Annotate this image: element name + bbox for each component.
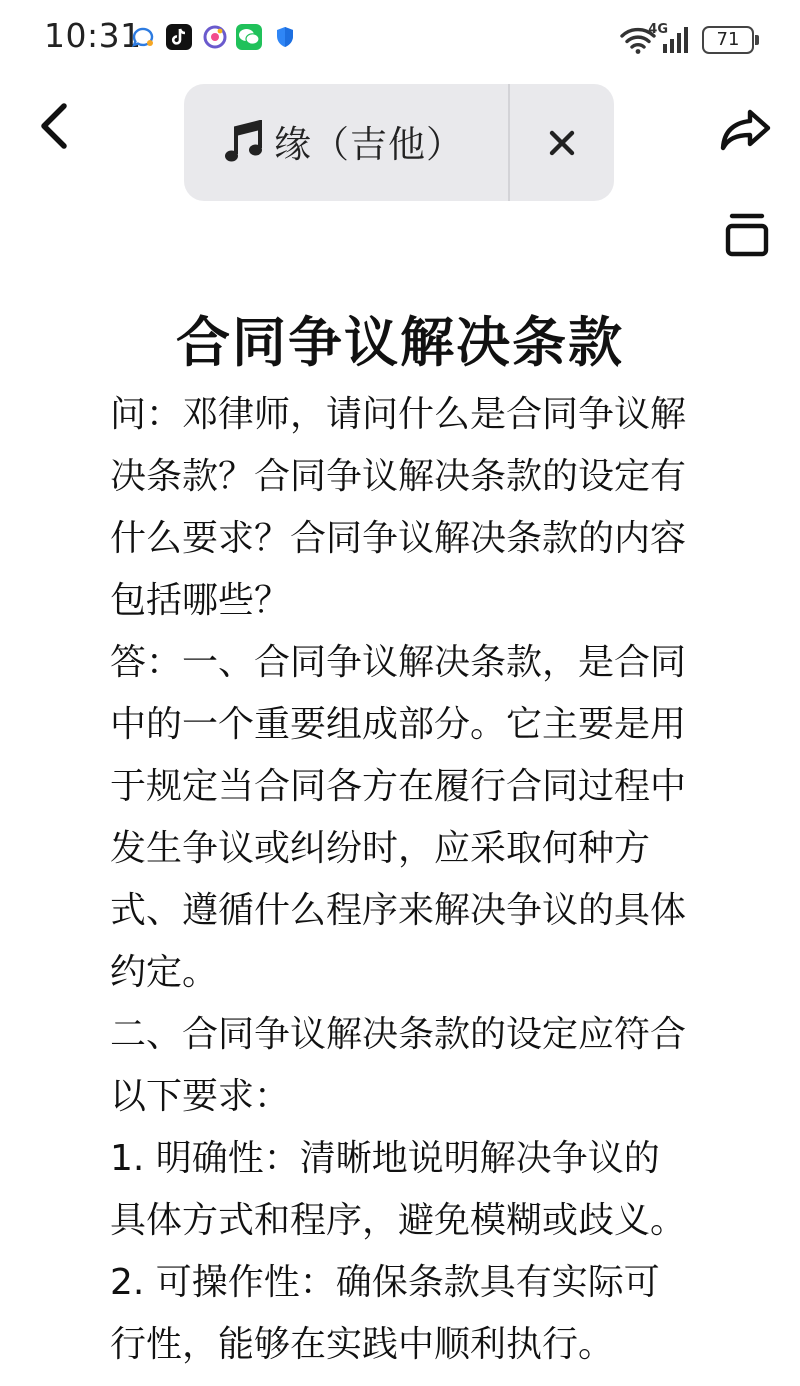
minimize-window-button[interactable]	[724, 210, 770, 260]
network-type: 4G	[648, 22, 668, 37]
article-title: 合同争议解决条款	[176, 311, 624, 374]
tiktok-icon	[166, 24, 192, 50]
paragraph-answer-2: 二、合同争议解决条款的设定应符合以下要求：	[110, 1014, 687, 1117]
status-time: 10:31	[44, 16, 142, 55]
share-arrow-icon	[718, 106, 774, 154]
back-button[interactable]	[34, 100, 78, 152]
battery-icon: 71	[702, 26, 754, 54]
chevron-left-icon	[34, 100, 78, 152]
paragraph-point-2: 2. 可操作性：确保条款具有实际可行性，能够在实践中顺利执行。	[110, 1262, 660, 1365]
paragraph-point-1: 1. 明确性：清晰地说明解决争议的具体方式和程序，避免模糊或歧义。	[110, 1138, 687, 1241]
shield-icon	[272, 24, 298, 50]
system-indicators	[604, 20, 754, 58]
close-music-button[interactable]	[510, 84, 614, 201]
music-note-icon	[224, 120, 264, 166]
window-icon	[724, 210, 770, 260]
camera-icon	[202, 24, 228, 50]
music-player-pill[interactable]	[184, 84, 614, 201]
music-title: 缘（吉他）	[274, 123, 464, 166]
signal-icon	[662, 26, 690, 54]
status-bar	[0, 0, 800, 78]
paragraph-question: 问：邓律师，请问什么是合同争议解决条款？合同争议解决条款的设定有什么要求？合同争议解决条款的内容包括哪些？	[110, 394, 687, 621]
wechat-icon	[236, 24, 262, 50]
share-button[interactable]	[718, 106, 774, 154]
article-body	[110, 384, 690, 1376]
bubble-icon	[130, 24, 156, 50]
close-icon	[548, 129, 576, 157]
paragraph-answer-1: 答：一、合同争议解决条款，是合同中的一个重要组成部分。它主要是用于规定当合同各方在履行合同过程中发生争议或纠纷时，应采取何种方式、遵循什么程序来解决争议的具体约定。	[110, 642, 687, 993]
